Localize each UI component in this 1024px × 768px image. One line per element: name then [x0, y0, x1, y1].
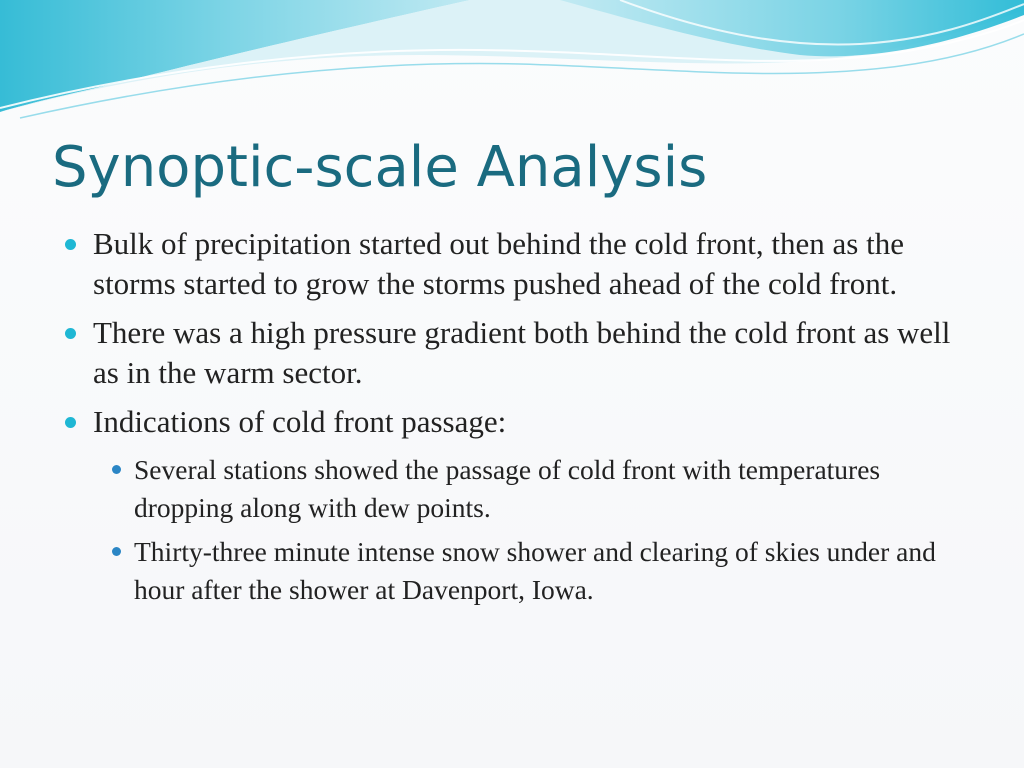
bullet-item	[60, 313, 980, 393]
bullet-dot-icon	[65, 328, 76, 339]
sub-bullet-text: Several stations showed the passage of cold front with temperatures dropping along with dew points.	[134, 454, 881, 523]
slide-title: Synoptic-scale Analysis	[52, 135, 708, 200]
bullet-item	[60, 224, 980, 304]
bullet-text: Indications of cold front passage:	[93, 404, 507, 439]
sub-bullet-dot-icon	[112, 547, 121, 556]
sub-bullet-dot-icon	[112, 465, 121, 474]
sub-bullet-item	[108, 451, 980, 527]
bullet-dot-icon	[65, 417, 76, 428]
bullet-item	[60, 402, 980, 442]
bullet-text: Bulk of precipitation started out behind the cold front, then as the storms started to grow the storms pushed ahead of the cold front.	[93, 226, 904, 301]
sub-bullet-text: Thirty-three minute intense snow shower and clearing of skies under and hour after the shower at Davenport, Iowa.	[134, 536, 936, 605]
sub-bullet-item	[108, 533, 980, 609]
bullet-text: There was a high pressure gradient both behind the cold front as well as in the warm sector.	[93, 315, 951, 390]
header-wave-decoration	[0, 0, 1024, 130]
bullet-dot-icon	[65, 239, 76, 250]
bullet-list	[60, 224, 980, 615]
